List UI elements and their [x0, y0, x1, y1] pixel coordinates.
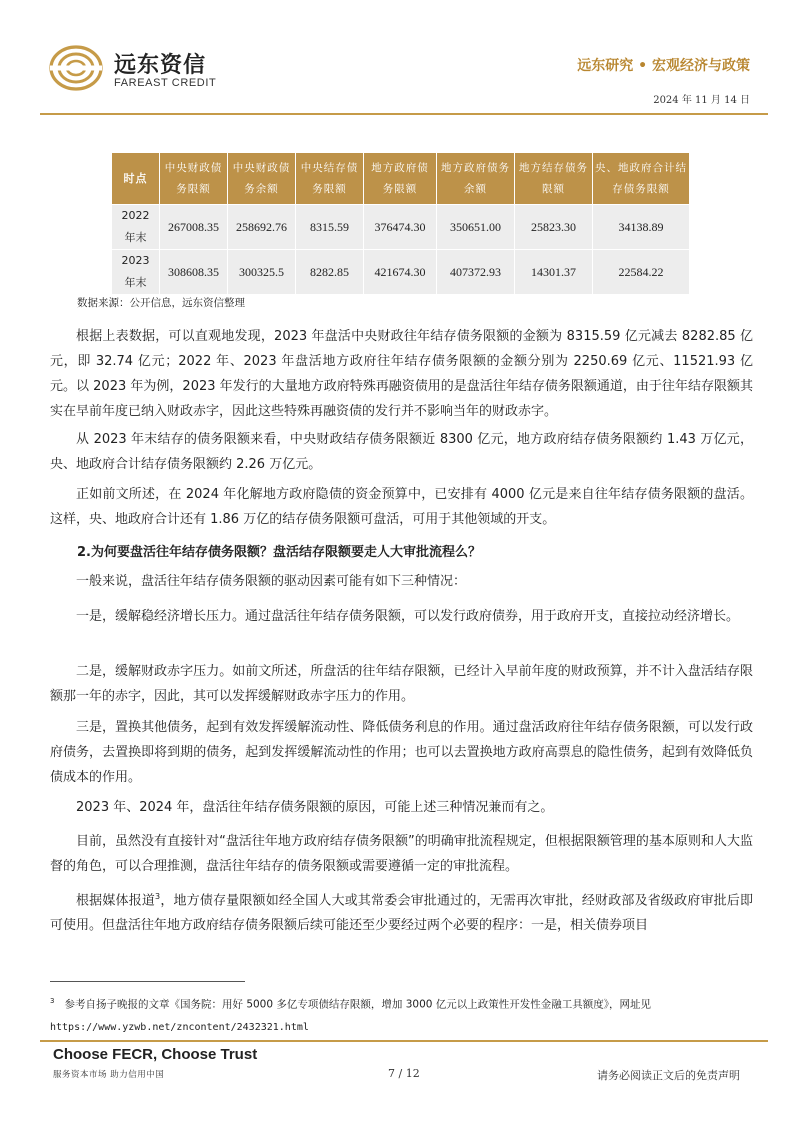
table-header-cell: 央、地政府合计结存债务限额 [593, 153, 690, 205]
fareast-credit-logo-icon [48, 44, 104, 92]
table-header-cell: 地方结存债务限额 [515, 153, 593, 205]
footnote-url-link[interactable]: https://www.yzwb.net/zncontent/2432321.html [50, 1021, 309, 1033]
table-source-note: 数据来源：公开信息，远东资信整理 [77, 297, 245, 309]
footer-divider [40, 1040, 768, 1042]
body-paragraph [50, 884, 753, 938]
table-cell: 8282.85 [296, 250, 364, 295]
period-suffix: 年末 [124, 276, 147, 289]
body-paragraph: 2023 年、2024 年，盘活往年结存债务限额的原因，可能上述三种情况兼而有之。 [76, 800, 554, 815]
footnote-reference[interactable]: 3 [155, 892, 161, 901]
footer-slogan: 服务资本市场 助力信用中国 [53, 1070, 165, 1080]
period-year: 2022 [121, 209, 150, 222]
table-cell: 267008.35 [160, 205, 228, 250]
body-paragraph: 正如前文所述，在 2024 年化解地方政府隐债的资金预算中，已安排有 4000 亿元是来自往年结存债务限额的盘活。这样，央、地政府合计还有 1.86 万亿的结存债务限额可盘活，可用于其他领域的开支。 [50, 487, 753, 527]
table-cell: 22584.22 [593, 250, 690, 295]
table-cell: 34138.89 [593, 205, 690, 250]
table-row [112, 205, 690, 250]
table-cell-period [112, 205, 160, 250]
table-cell: 376474.30 [364, 205, 437, 250]
logo-text-en: FAREAST CREDIT [114, 77, 217, 89]
body-paragraph: 目前，虽然没有直接针对“盘活往年地方政府结存债务限额”的明确审批流程规定，但根据限额管理的基本原则和人大监督的角色，可以合理推测，盘活往年结存的债务限额或需要遵循一定的审批流程。 [50, 834, 753, 874]
table-cell: 300325.5 [228, 250, 296, 295]
footer-brand: Choose FECR, Choose Trust [53, 1046, 258, 1063]
table-header-cell: 中央结存债务限额 [296, 153, 364, 205]
body-paragraph: 一般来说，盘活往年结存债务限额的驱动因素可能有如下三种情况： [76, 574, 467, 589]
table-cell-period [112, 250, 160, 295]
period-suffix: 年末 [124, 231, 147, 244]
table-header-cell: 中央财政债务限额 [160, 153, 228, 205]
table-cell: 308608.35 [160, 250, 228, 295]
table-header-cell: 地方政府债务余额 [437, 153, 515, 205]
debt-limit-table [111, 152, 690, 295]
table-cell: 350651.00 [437, 205, 515, 250]
footnote-divider [50, 981, 245, 982]
paragraph-text: 根据媒体报道 [76, 893, 156, 909]
table-header-cell: 时点 [112, 153, 160, 205]
section-heading: 2.为何要盘活往年结存债务限额？盘活结存限额要走人大审批流程么？ [77, 545, 481, 560]
table-cell: 8315.59 [296, 205, 364, 250]
table-cell: 258692.76 [228, 205, 296, 250]
table-header-cell: 中央财政债务余额 [228, 153, 296, 205]
page-number: 7 / 12 [388, 1067, 420, 1080]
body-paragraph: 从 2023 年末结存的债务限额来看，中央财政结存债务限额近 8300 亿元，地方政府结存债务限额约 1.43 万亿元，央、地政府合计结存债务限额约 2.26 万亿元。 [50, 432, 753, 472]
table-cell: 25823.30 [515, 205, 593, 250]
footnote-text: 参考自扬子晚报的文章《国务院：用好 5000 多亿专项债结存限额，增加 3000 亿元以上政策性开发性金融工具额度》，网址见 [64, 998, 652, 1011]
table-header-row [112, 153, 690, 205]
body-paragraph: 三是，置换其他债务，起到有效发挥缓解流动性、降低债务利息的作用。通过盘活政府往年结存债务限额，可以发行政府债务，去置换即将到期的债务，起到发挥缓解流动性的作用；也可以去置换地方政府高票息的隐性债务，起到有效降低负债成本的作用。 [50, 720, 753, 785]
table-cell: 407372.93 [437, 250, 515, 295]
disclaimer-note: 请务必阅读正文后的免责声明 [597, 1069, 740, 1082]
table-cell: 421674.30 [364, 250, 437, 295]
report-date: 2024 年 11 月 14 日 [653, 95, 750, 106]
logo-text-cn: 远东资信 [114, 53, 207, 78]
table-row [112, 250, 690, 295]
table-header-cell: 地方政府债务限额 [364, 153, 437, 205]
body-paragraph: 一是，缓解稳经济增长压力。通过盘活往年结存债务限额，可以发行政府债券，用于政府开支，直接拉动经济增长。 [76, 609, 740, 624]
body-paragraph: 二是，缓解财政赤字压力。如前文所述，所盘活的往年结存限额，已经计入早前年度的财政预算，并不计入盘活结存限额那一年的赤字，因此，其可以发挥缓解财政赤字压力的作用。 [50, 664, 753, 704]
paragraph-text: ，地方债存量限额如经全国人大或其常委会审批通过的，无需再次审批，经财政部及省级政府审批后即可使用。但盘活往年地方政府结存债务限额后续可能还至少要经过两个必要的程序：一是，相关债券项目 [50, 893, 753, 934]
header-divider [40, 113, 768, 115]
footnote [50, 990, 760, 1039]
report-series-title: 远东研究 • 宏观经济与政策 [577, 58, 750, 74]
period-year: 2023 [121, 254, 150, 267]
footnote-number: 3 [50, 997, 55, 1005]
body-paragraph: 根据上表数据，可以直观地发现，2023 年盘活中央财政往年结存债务限额的金额为 8315.59 亿元减去 8282.85 亿元，即 32.74 亿元；2022 年、2023 年盘活地方政府往年结存债务限额的金额分别为 2250.69 亿元、11521.93 亿元。以 2023 年为例，2023 年发行的大量地方政府特殊再融资债用的是盘活往年结存债务限额通道，由于往年结存限额其实在早前年度已纳入财政赤字，因此这些特殊再融资债的发行并不影响当年的财政赤字。 [50, 329, 753, 419]
table-cell: 14301.37 [515, 250, 593, 295]
